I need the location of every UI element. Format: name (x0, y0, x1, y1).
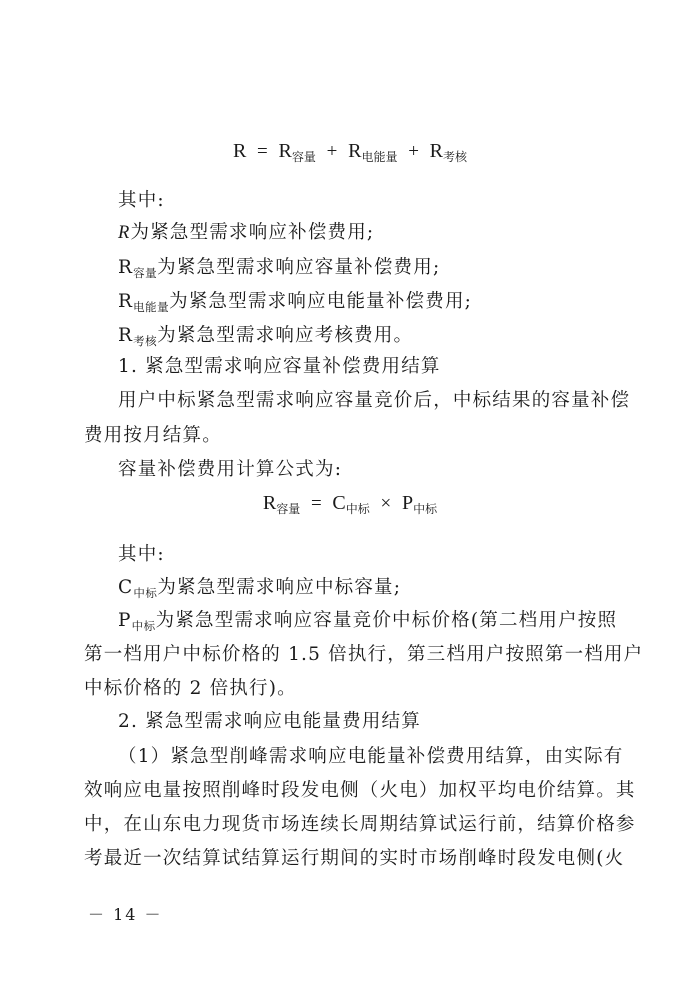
paragraph-line: 中，在山东电力现货市场连续长周期结算试运行前，结算价格参 (84, 814, 636, 835)
paragraph-line: 容量补偿费用计算公式为: (118, 459, 343, 480)
formula-operator: = (310, 493, 322, 514)
variable-symbol: R (118, 325, 134, 346)
definition-r-energy (118, 287, 472, 315)
paragraph-line: （1）紧急型削峰需求响应电能量补偿费用结算，由实际有 (118, 746, 624, 767)
paragraph-line: 第一档用户中标价格的 1.5 倍执行，第三档用户按照第一档用户 (84, 644, 644, 665)
formula-subscript: 电能量 (361, 150, 398, 164)
paragraph-line: 用户中标紧急型需求响应容量竞价后，中标结果的容量补偿 (118, 390, 631, 411)
paragraph-line: 中标价格的 2 倍执行)。 (84, 678, 297, 699)
formula-subscript: 容量 (276, 502, 301, 516)
variable-subscript: 容量 (133, 266, 158, 280)
formula-symbol: R (262, 492, 277, 514)
formula-subscript: 中标 (345, 502, 370, 516)
variable-symbol: R (118, 257, 134, 278)
formula-subscript: 容量 (291, 150, 316, 164)
paragraph-line: 费用按月结算。 (84, 425, 222, 446)
variable-subscript: 考核 (133, 334, 158, 348)
formula-operator: + (408, 141, 419, 162)
definition-r-capacity (118, 253, 440, 281)
definition-text: 为紧急型需求响应容量补偿费用; (157, 257, 441, 278)
section-heading: 1. 紧急型需求响应容量补偿费用结算 (118, 356, 441, 377)
variable-subscript: 电能量 (133, 300, 170, 314)
definition-intro: 其中: (118, 190, 165, 211)
variable-symbol: P (118, 610, 132, 631)
definition-intro: 其中: (118, 544, 165, 565)
definition-text: 为紧急型需求响应考核费用。 (157, 325, 414, 346)
definition-text: 为紧急型需求响应电能量补偿费用; (169, 291, 473, 312)
formula-total-compensation (0, 140, 700, 165)
variable-symbol: C (118, 577, 134, 598)
section-heading: 2. 紧急型需求响应电能量费用结算 (118, 711, 421, 732)
definition-c (118, 573, 401, 601)
definition-text: 为紧急型需求响应补偿费用; (130, 222, 375, 243)
definition-p (118, 606, 617, 634)
formula-operator: × (380, 493, 392, 514)
definition-r-assessment (118, 321, 413, 349)
variable-subscript: 中标 (133, 586, 158, 600)
formula-operator: + (326, 141, 338, 162)
variable-subscript: 中标 (131, 619, 156, 633)
formula-symbol: P (402, 492, 414, 514)
formula-subscript: 考核 (443, 150, 468, 164)
paragraph-line: 效响应电量按照削峰时段发电侧（火电）加权平均电价结算。其 (84, 780, 636, 801)
formula-operator: = (257, 141, 268, 162)
formula-capacity-compensation (0, 492, 700, 517)
definition-text: 为紧急型需求响应容量竞价中标价格(第二档用户按照 (155, 610, 618, 631)
formula-symbol: R (232, 140, 247, 162)
variable-symbol: R (118, 223, 131, 243)
formula-symbol: C (332, 492, 346, 514)
formula-symbol: R (348, 140, 362, 162)
definition-text: 为紧急型需求响应中标容量; (157, 577, 402, 598)
definition-r (118, 218, 374, 244)
formula-symbol: R (429, 140, 444, 162)
formula-symbol: R (278, 140, 292, 162)
paragraph-line: 考最近一次结算试结算运行期间的实时市场削峰时段发电侧(火 (84, 848, 625, 869)
formula-subscript: 中标 (413, 502, 438, 516)
variable-symbol: R (118, 291, 134, 312)
page-number: － 14 － (88, 905, 163, 924)
